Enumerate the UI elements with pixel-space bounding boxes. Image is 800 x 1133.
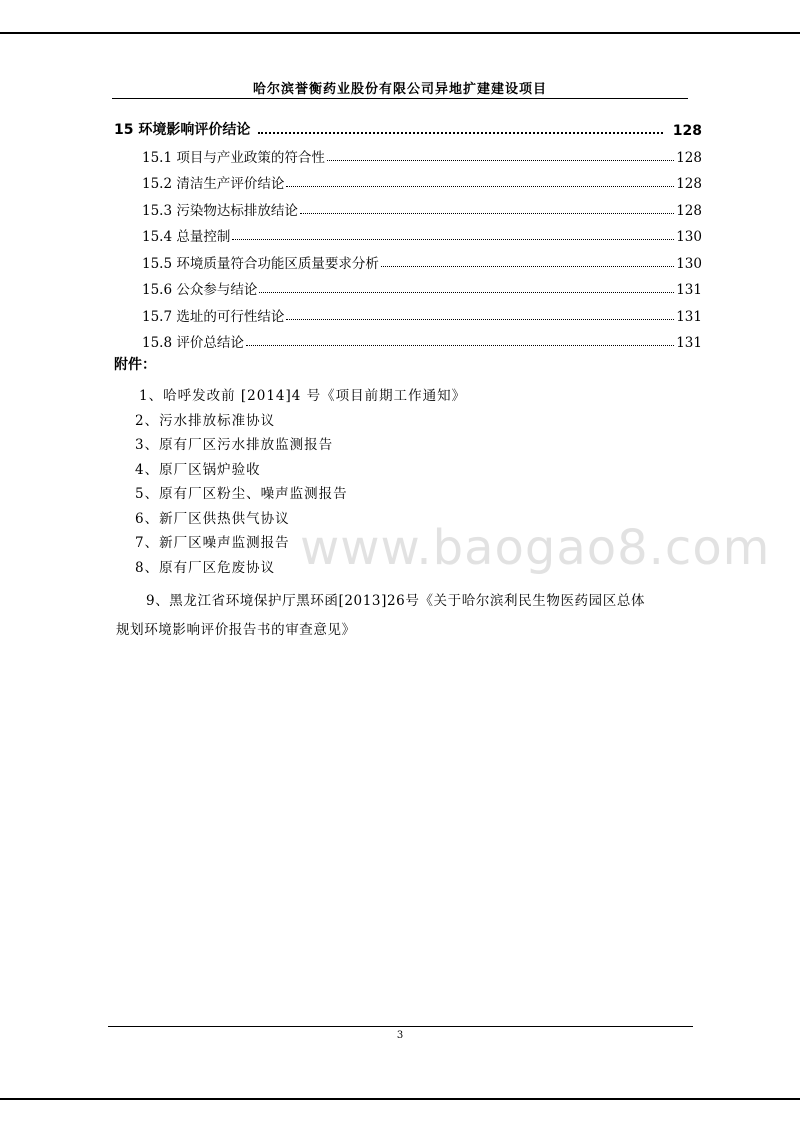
toc-entry-page: 130: [676, 229, 702, 245]
attachment-item-9-line-2: 规划环境影响评价报告书的审查意见》: [116, 622, 356, 638]
toc-entry-page: 128: [676, 149, 702, 166]
toc-entry-page: 128: [672, 123, 702, 139]
attachment-item: 8、原有厂区危废协议: [135, 559, 276, 576]
attachments-heading: 附件：: [114, 357, 156, 373]
toc-entry-page: 130: [676, 255, 702, 272]
page-bottom-border: [0, 1098, 800, 1100]
table-of-contents: [114, 113, 702, 351]
toc-entry-label: 15.2 清洁生产评价结论: [142, 176, 285, 192]
toc-entry-page: 128: [676, 176, 702, 192]
toc-leader: [286, 318, 674, 320]
toc-entry-page: 131: [676, 282, 702, 298]
toc-entry-label: 15.5 环境质量符合功能区质量要求分析: [142, 255, 379, 272]
footer-rule: [108, 1026, 693, 1027]
toc-entry-15-6[interactable]: [114, 272, 702, 299]
toc-leader: [300, 212, 674, 214]
toc-entry-15-7[interactable]: [114, 298, 702, 325]
attachment-item: 1、哈呼发改前 [2014]4 号《项目前期工作通知》: [139, 388, 467, 404]
toc-entry-15-2[interactable]: [114, 166, 702, 193]
toc-leader: [327, 159, 674, 161]
toc-entry-label: 15.4 总量控制: [142, 229, 231, 245]
toc-entry-page: 131: [676, 308, 702, 325]
attachment-item: 5、原有厂区粉尘、噪声监测报告: [135, 486, 348, 502]
toc-entry-label: 15.8 评价总结论: [142, 335, 244, 351]
watermark: www.baogao8.com: [300, 520, 771, 576]
toc-entry-label: 15.6 公众参与结论: [142, 282, 258, 298]
toc-entry-label: 15.3 污染物达标排放结论: [142, 202, 298, 219]
toc-leader: [259, 291, 674, 293]
attachment-item: 3、原有厂区污水排放监测报告: [135, 437, 334, 453]
toc-leader: [246, 344, 674, 346]
toc-entry-label: 15 环境影响评价结论: [114, 122, 251, 138]
running-header-title: 哈尔滨誉衡药业股份有限公司异地扩建建设项目: [252, 82, 547, 97]
attachment-item: 2、污水排放标准协议: [135, 412, 276, 429]
toc-entry-15-5[interactable]: [114, 245, 702, 272]
attachment-item: 7、新厂区噪声监测报告: [135, 535, 290, 551]
toc-entry-15-3[interactable]: [114, 192, 702, 219]
page-top-border: [0, 32, 800, 34]
page-number: 3: [396, 1030, 404, 1041]
attachment-item-9-line-1: 9、黑龙江省环境保护厅黑环函[2013]26号《关于哈尔滨利民生物医药园区总体: [146, 593, 646, 609]
toc-leader: [381, 265, 674, 267]
toc-entry-page: 128: [676, 202, 702, 219]
attachment-item: 4、原厂区锅炉验收: [135, 461, 261, 478]
toc-entry-chapter-15[interactable]: [114, 113, 702, 139]
toc-entry-label: 15.1 项目与产业政策的符合性: [142, 149, 325, 166]
attachment-item-9: [116, 587, 696, 645]
toc-leader: [258, 131, 662, 134]
toc-entry-15-4[interactable]: [114, 219, 702, 246]
toc-entry-page: 131: [676, 335, 702, 351]
toc-entry-15-8[interactable]: [114, 325, 702, 352]
toc-entry-label: 15.7 选址的可行性结论: [142, 308, 285, 325]
toc-entry-15-1[interactable]: [114, 139, 702, 166]
toc-leader: [232, 238, 674, 240]
attachment-item: 6、新厂区供热供气协议: [135, 510, 290, 527]
toc-leader: [286, 185, 674, 187]
header-rule: [112, 98, 688, 99]
